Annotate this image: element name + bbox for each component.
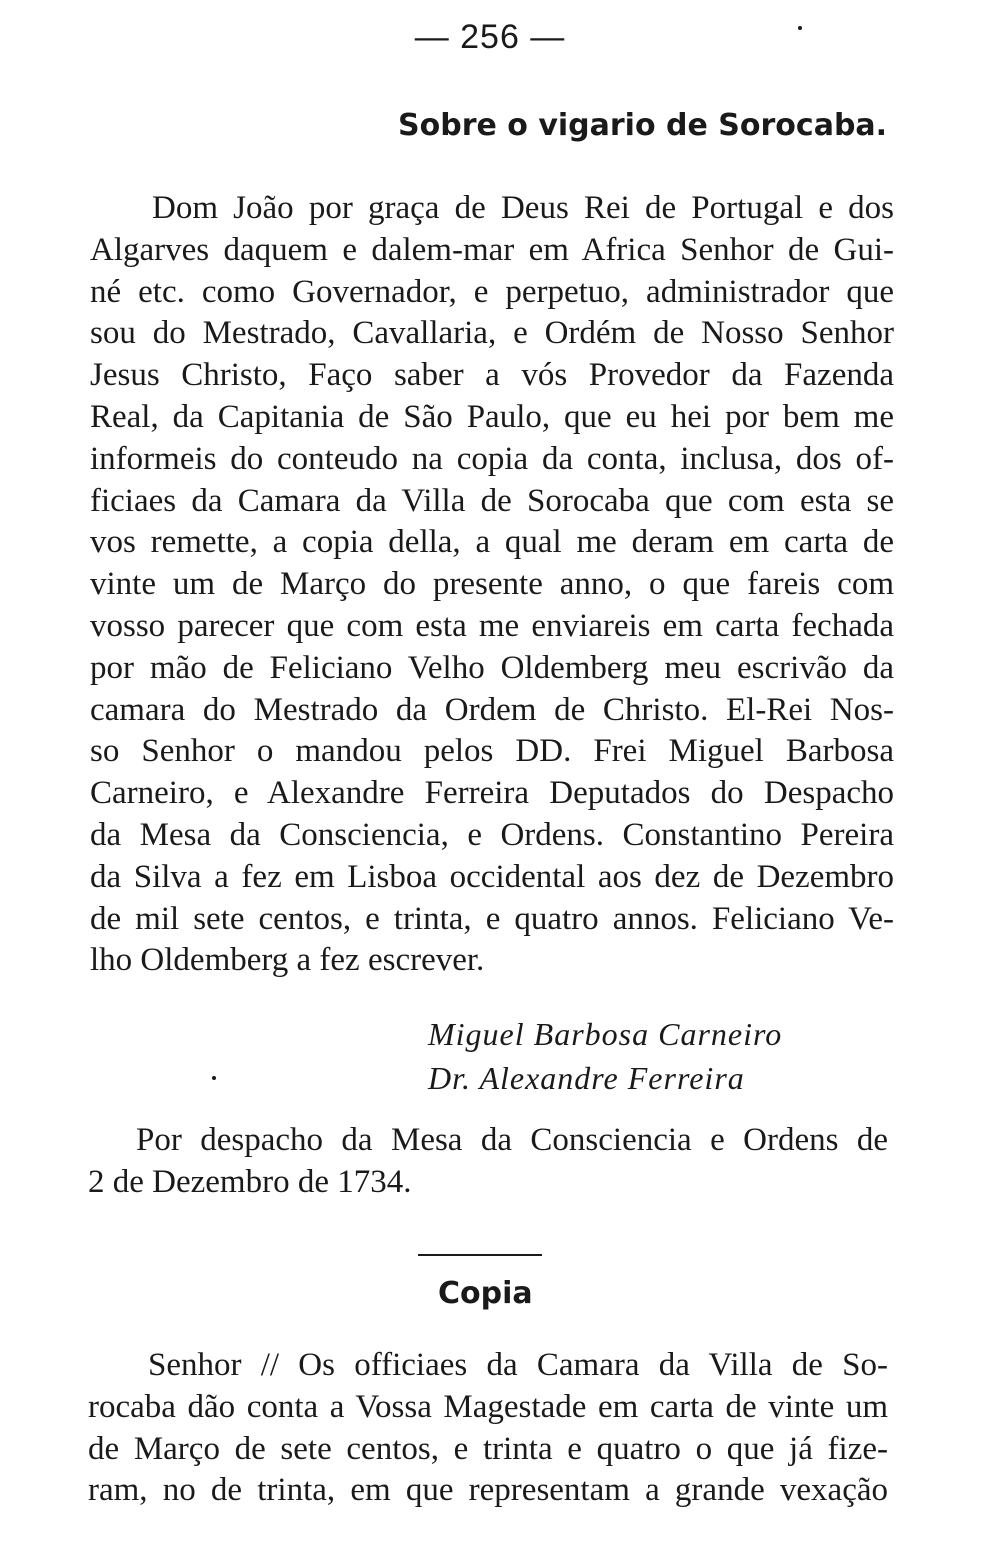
text-line: da Silva a fez em Lisboa occidental aos dez de Dezembro (90, 858, 894, 895)
text-line: Por despacho da Mesa da Consciencia e Ordens de (136, 1122, 888, 1158)
text-line: Algarves daquem e dalem-mar em Africa Senhor de Gui- (90, 231, 894, 268)
dispatch-paragraph (88, 1120, 888, 1204)
signature-line: Miguel Barbosa Carneiro (428, 1016, 783, 1052)
text-line: Senhor // Os officiaes da Camara da Villa de So- (148, 1347, 888, 1383)
text-line: de Março de sete centos, e trinta e quatro o que já fize- (88, 1430, 888, 1467)
text-line: sou do Mestrado, Cavallaria, e Ordém de Nosso Senhor (90, 315, 894, 352)
text-line: camara do Mestrado da Ordem de Christo. El-Rei Nos- (90, 691, 894, 728)
text-line: rocaba dão conta a Vossa Magestade em carta de vinte um (88, 1388, 888, 1425)
signature-block (428, 1012, 782, 1100)
royal-letter-paragraph (90, 188, 894, 982)
text-line: por mão de Feliciano Velho Oldemberg meu escrivão da (90, 649, 894, 686)
text-line: vosso parecer que com esta me enviareis em carta fechada (90, 607, 894, 644)
text-line: vos remette, a copia della, a qual me deram em carta de (90, 524, 894, 561)
section-divider (418, 1254, 542, 1256)
copy-paragraph (88, 1345, 888, 1512)
text-line: né etc. como Governador, e perpetuo, administrador que (90, 273, 894, 310)
text-line: Carneiro, e Alexandre Ferreira Deputados do Despacho (90, 775, 894, 812)
text-line: so Senhor o mandou pelos DD. Frei Miguel Barbosa (90, 733, 894, 770)
text-line: ficiaes da Camara da Villa de Sorocaba que com esta se (90, 482, 894, 519)
page-number: — 256 — (414, 18, 566, 56)
ink-speck (798, 26, 802, 30)
text-line: 2 de Dezembro de 1734. (88, 1163, 412, 1200)
text-line: da Mesa da Consciencia, e Ordens. Constantino Pereira (90, 816, 894, 853)
text-line: lho Oldemberg a fez escrever. (90, 942, 485, 979)
text-line: Jesus Christo, Faço saber a vós Provedor da Fazenda (90, 357, 894, 394)
text-line: de mil sete centos, e trinta, e quatro annos. Feliciano Ve- (90, 900, 894, 937)
text-line: Real, da Capitania de São Paulo, que eu hei por bem me (90, 398, 894, 435)
text-line: ram, no de trinta, em que representam a grande vexação (88, 1472, 888, 1509)
text-line: vinte um de Março do presente anno, o que fareis com (90, 566, 894, 603)
text-line: Dom João por graça de Deus Rei de Portugal e dos (152, 190, 894, 226)
section-heading: Copia (438, 1276, 533, 1311)
text-line: informeis do conteudo na copia da conta, inclusa, dos of- (90, 440, 894, 477)
section-heading: Sobre o vigario de Sorocaba. (398, 108, 888, 143)
signature-line: Dr. Alexandre Ferreira (428, 1060, 745, 1096)
ink-speck (212, 1076, 216, 1080)
